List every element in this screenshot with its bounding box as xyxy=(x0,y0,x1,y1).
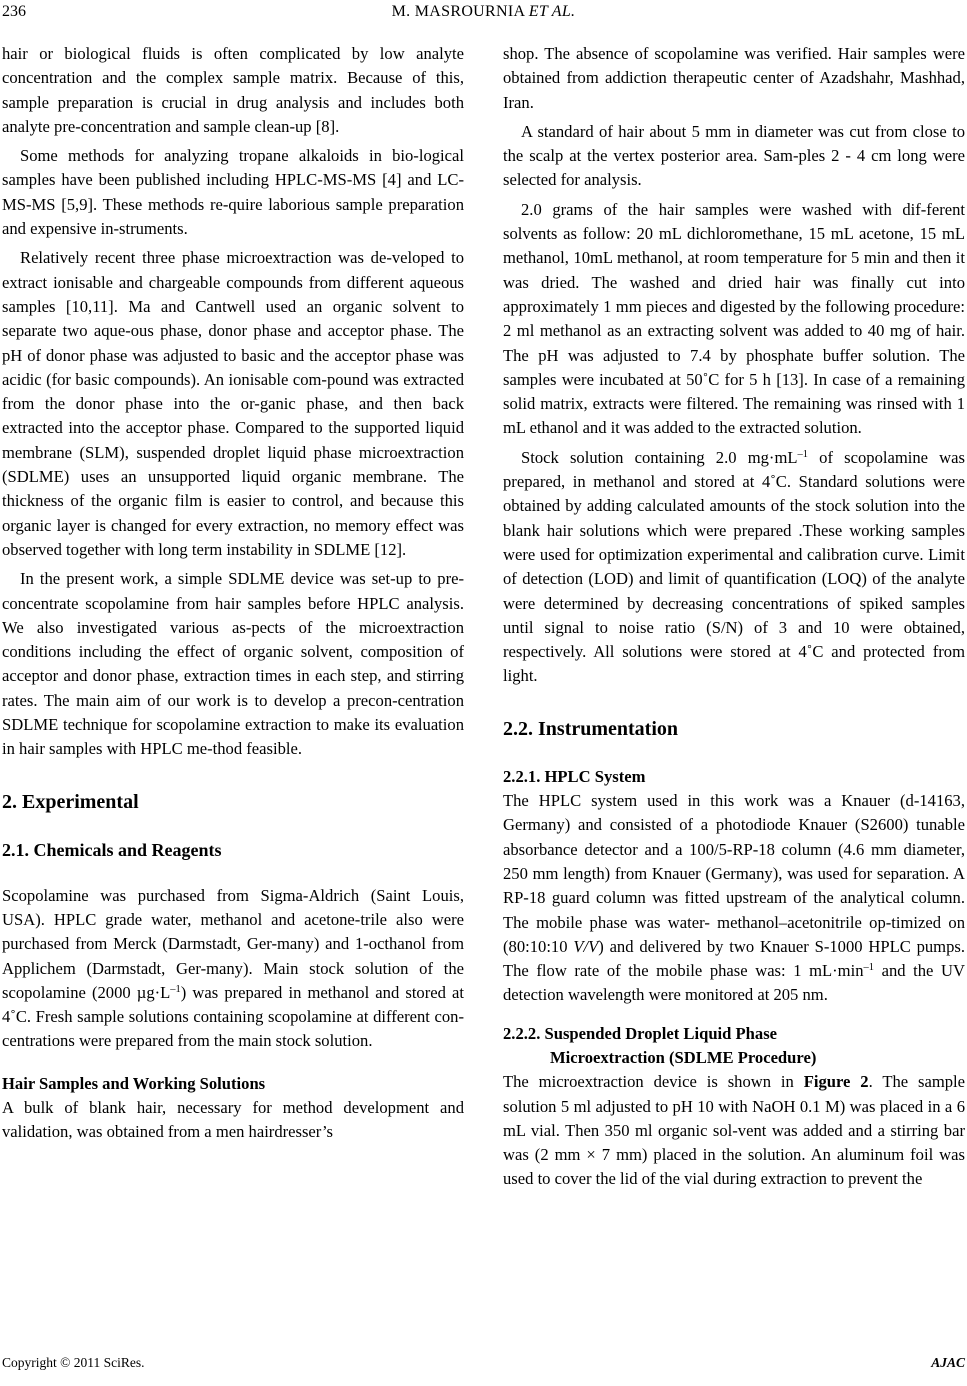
paragraph: In the present work, a simple SDLME device was set-up to pre-concentrate scopolamine from hair samples before HPLC analysis. We also investigated various as-pects of the microextraction conditions including the effect of organic solvent, composition of acceptor and donor phase, extraction times in each step, and stirring rates. The main aim of our work is to develop a precon-centration SDLME technique for scopolamine extraction to make its evaluation in hair samples with HPLC me-thod feasible. xyxy=(2,569,464,759)
figure-reference[interactable]: Figure 2 xyxy=(803,1072,869,1092)
text-run: Stock solution containing 2.0 mg·mL xyxy=(521,447,798,467)
superscript: –1 xyxy=(863,962,874,974)
paragraph xyxy=(503,1070,965,1191)
heading-line: Microextraction (SDLME Procedure) xyxy=(550,1047,817,1067)
subsection-heading: 2.1. Chemicals and Reagents xyxy=(2,839,222,860)
section-heading: 2.2. Instrumentation xyxy=(503,717,679,740)
heading-line: 2.2.2. Suspended Droplet Liquid Phase xyxy=(503,1023,778,1043)
running-head xyxy=(0,3,967,21)
subsubsection-heading: Hair Samples and Working Solutions xyxy=(2,1073,266,1093)
paragraph: shop. The absence of scopolamine was verified. Hair samples were obtained from addiction therapeutic center of Azadshahr, Mashhad, Iran. xyxy=(503,44,965,112)
paragraph: A bulk of blank hair, necessary for method development and validation, was obtained from a men hairdresser’s xyxy=(2,1097,464,1142)
superscript: –1 xyxy=(797,448,808,460)
running-head-etal: ET AL. xyxy=(528,3,576,20)
page-number: 236 xyxy=(2,3,26,20)
left-column xyxy=(2,42,464,1145)
text-run: . The sample solution 5 ml adjusted to pH 10 with NaOH 0.1 M) was placed in a 6 mL vial. Then 350 ml organic sol-vent was added and a stirring bar was (2 mm × 7 mm) placed in the solution. An aluminum foil was used to cover the lid of the vial during extraction to prevent the xyxy=(503,1072,965,1189)
paragraph: hair or biological fluids is often complicated by low analyte concentration and the complex sample matrix. Because of this, sample preparation is crucial in drug analysis and includes both analyte pre-concentration and sample clean-up [8]. xyxy=(2,44,464,136)
section-heading: 2. Experimental xyxy=(2,790,139,813)
subsubsection-heading: 2.2.1. HPLC System xyxy=(503,766,646,786)
paragraph: Relatively recent three phase microextraction was de-veloped to extract ionisable and chargeable compounds from different aqueous samples [10,11]. Ma and Cantwell used an organic solvent to separate two aque-ous phase, donor phase and acceptor phase. The pH of donor phase was adjusted to basic and the acceptor phase was acidic (for basic compounds). An ionisable com-pound was extracted from the donor phase into the or-ganic phase, and then back extracted into the acceptor phase. Compared to the supported liquid membrane (SLM), suspended droplet liquid phase microextraction (SDLME) uses an unsupported liquid organic membrane. The thickness of the organic film is easier to control, and because this organic layer is changed for every extraction, no memory effect was observed together with long term instability in SDLME [12]. xyxy=(2,248,464,559)
paragraph: Some methods for analyzing tropane alkaloids in bio-logical samples have been published including HPLC-MS-MS [4] and LC-MS-MS [5,9]. These methods re-quire laborious sample preparation and expensive in-struments. xyxy=(2,146,464,239)
page-footer xyxy=(0,1355,967,1379)
text-run: ) was prepared in methanol and stored at 4˚C. Fresh sample solutions containing scopolamine at different con-centrations were prepared from the main stock solution. xyxy=(2,982,464,1051)
page-header xyxy=(0,0,967,40)
paragraph: 2.0 grams of the hair samples were washed with dif-ferent solvents as follow: 20 mL dichloromethane, 15 mL acetone, 15 mL methanol, 10mL methanol, at room temperature for 5 min and then it was dried. The washed and dried hair was finally cut into approximately 1 mm pieces and digested by the following procedure: 2 ml methanol as an extracting solvent was added to 40 mg of hair. The pH was adjusted to 7.4 by phosphate buffer solution. The samples were incubated at 50˚C for 5 h [13]. In case of a remaining solid matrix, extracts were filtered. The remaining was rinsed with 1 mL ethanol and it was added to the extracted solution. xyxy=(503,199,965,438)
paragraph xyxy=(2,884,464,1054)
copyright: Copyright © 2011 SciRes. xyxy=(2,1355,145,1370)
text-run: and the UV detection wavelength were monitored at 205 nm. xyxy=(503,961,965,1005)
subsubsection-heading xyxy=(503,1022,965,1071)
text-run: ) and delivered by two Knauer S-1000 HPLC pumps. The flow rate of the mobile phase was: 1 mL·min xyxy=(503,936,965,981)
paragraph xyxy=(503,789,965,1008)
paragraph xyxy=(503,446,965,689)
paragraph: A standard of hair about 5 mm in diameter was cut from close to the scalp at the vertex posterior area. Sam-ples 2 - 4 cm long were selected for analysis. xyxy=(503,121,965,190)
text-run: The microextraction device is shown in xyxy=(503,1072,804,1092)
text-run: of scopolamine was prepared, in methanol and stored at 4˚C. Standard solutions were obtained by adding calculated amounts of the stock solution into the blank hair solutions which were prepared .These working samples were used for optimization experimental and calibration curve. Limit of detection (LOD) and limit of quantification (LOQ) of the analyte were determined by decreasing concentrations of spiked samples until signal to noise ratio (S/N) of 3 and 10 were obtained, respectively. All solutions were stored at 4˚C and protected from light. xyxy=(503,447,965,686)
superscript: –1 xyxy=(170,983,181,995)
running-head-authors: M. MASROURNIA xyxy=(391,3,525,20)
italic-run: V/V xyxy=(573,936,599,956)
right-column xyxy=(503,42,965,1192)
journal-abbreviation: AJAC xyxy=(931,1355,965,1370)
text-run: Scopolamine was purchased from Sigma-Aldrich (Saint Louis, USA). HPLC grade water, methanol and acetone-trile also were purchased from Merck (Darmstadt, Ger-many) and 1-octhanol from Applichem (Darmstadt, Ger-many). Main stock solution of the scopolamine (2000 µg·L xyxy=(2,885,464,1002)
text-run: The HPLC system used in this work was a Knauer (d-14163, Germany) and consisted of a photodiode Knauer (S2600) tunable absorbance detector and a 100/5-RP-18 column (4.6 mm diameter, 250 mm length) from Knauer (Germany), was used for separation. A RP-18 guard column was fitted upstream of the analytical column. The mobile phase was water- methanol–acetonitrile op-timized on (80:10:10 xyxy=(503,791,965,956)
